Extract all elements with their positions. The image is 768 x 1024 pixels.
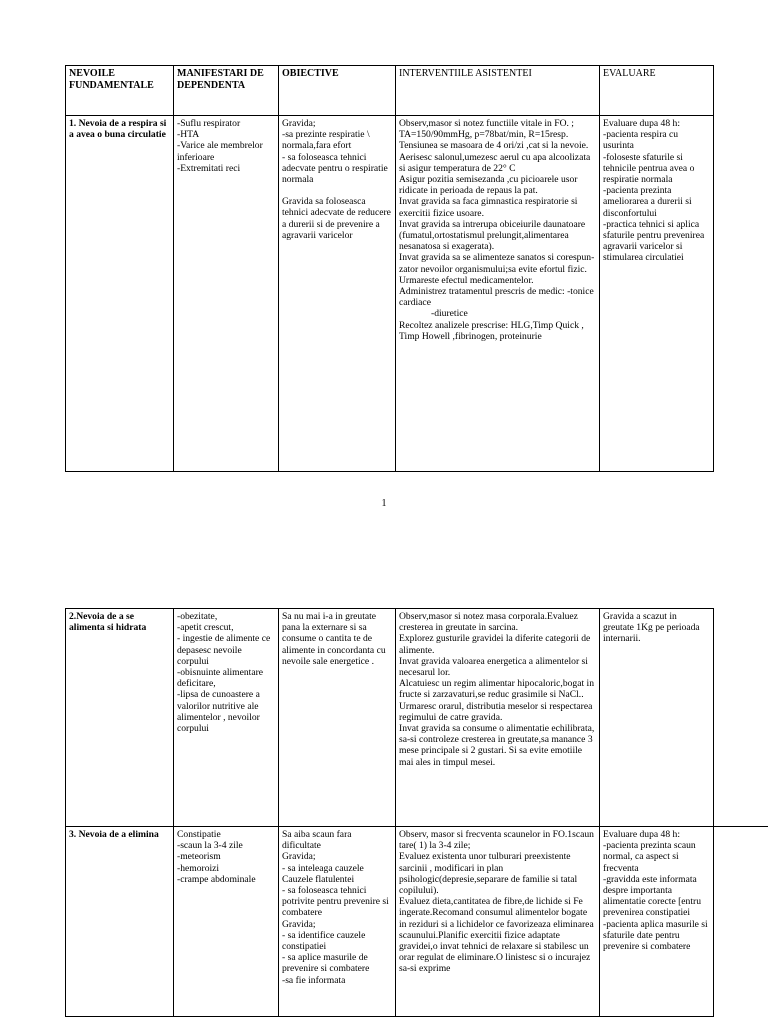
interventions-cell (396, 609, 600, 827)
list-item: Invat gravida sa consume o alimentatie echilibrata, sa-si controleze cresterea in greutate,sa manance 3 mese principale si 2 gustari. Si sa evite emotiile mai ales in timpul mesei. (399, 723, 595, 768)
list-item: Urmaresc orarul, distributia meselor si respectarea regimului de catre gravida. (399, 700, 593, 723)
care-plan-table-2 (65, 608, 714, 1017)
objectives-cell (279, 609, 396, 827)
header-needs: NEVOILE FUNDAMENTALE (66, 66, 174, 116)
list-item: -foloseste sfaturile si tehnicile pentrua avea o respiratie normala (603, 151, 695, 186)
list-item: Gravida; (282, 851, 316, 863)
list-item: Asigur pozitia semisezanda ,cu picioarele usor ridicate in perioada de repaus la pat. (399, 174, 578, 197)
list-item: Evaluare dupa 48 h: (603, 118, 680, 129)
list-item: Alcatuiesc un regim alimentar hipocaloric,bogat in fructe si zarzavaturi,se reduc grasimile si NaCl.. (399, 678, 595, 701)
list-item: Administrez tratamentul prescris de medic: -tonice cardiace (399, 286, 594, 309)
header-interventions: INTERVENTIILE ASISTENTEI (396, 66, 600, 116)
list-item: -pacienta aplica masurile si sfaturile date pentru prevenire si combatere (603, 918, 708, 953)
table-edge-line (713, 826, 768, 827)
care-plan-table-1 (65, 65, 714, 472)
list-item: -Varice ale membrelor inferioare (177, 140, 263, 163)
need-cell (66, 609, 174, 827)
list-item: -gravidda este informata despre importanta alimentatie corecte [entru prevenirea constipatiei (603, 873, 702, 919)
list-item: -Suflu respirator (177, 118, 241, 129)
interventions-cell (396, 827, 600, 1017)
list-item: Observ,masor si notez functiile vitale in FO. ; TA=150/90mmHg, p=78bat/min, R=15resp. (399, 118, 574, 141)
list-item: Evaluez existenta unor tulburari preexistente sarcinii , modificari in plan psihologic(depresie,separare de familie si tatal copilului). (399, 851, 578, 897)
list-item: Gravida sa foloseasca tehnici adecvate de reducere a durerii si de prevenire a agravarii varicelor (282, 196, 391, 241)
list-item: -hemoroizi (177, 862, 220, 874)
list-item: Tensiunea se masoara de 4 ori/zi ,cat si la nevoie. (399, 140, 589, 152)
list-item: - sa foloseasca tehnici adecvate pentru o respiratie normala (282, 151, 388, 186)
list-item: Observ, masor si frecventa scaunelor in FO.1scaun tare( 1) la 3-4 zile; (399, 829, 594, 852)
list-item: -sa prezinte respiratie \ normala,fara efort (282, 129, 370, 152)
list-item: Invat gravida valoarea energetica a alimentelor si necesarul lor. (399, 655, 588, 679)
list-item: -pacienta respira cu usurinta (603, 129, 679, 152)
list-item: Invat gravida sa se alimenteze sanatos si corespun-zator nevoilor organismului;sa evite efortul fizic. (399, 252, 595, 275)
list-item: -scaun la 3-4 zile (177, 840, 243, 852)
list-item: Evaluare dupa 48 h: (603, 829, 680, 840)
page-number: 1 (381, 498, 387, 509)
list-item: -sa fie informata (282, 974, 346, 986)
list-item: Gravida a scazut in greutate 1Kg pe perioada internarii. (603, 611, 700, 645)
list-item: - sa identifice cauzele constipatiei (282, 929, 366, 953)
header-objectives: OBIECTIVE (279, 66, 396, 116)
list-item: Invat gravida sa intrerupa obiceiurile daunatoare (fumatul,ortostatismul prelungit,alimentarea nesanatosa si exagerata). (399, 218, 586, 253)
list-item: Sa nu mai i-a in greutate pana la externare si sa consume o cantita te de alimente in concordanta cu nevoile sale energetice . (282, 611, 386, 667)
list-item: -apetit crescut, (177, 622, 234, 634)
list-item: -practica tehnici si aplica sfaturile pentru prevenirea agravarii varicelor si stimularea circulatiei (603, 218, 705, 264)
list-item: Evaluez dieta,cantitatea de fibre,de lichide si Fe ingerate.Recomand consumul alimentelor bogate in reziduri si a lichidelor ce favorizeaza eliminarea scaunului.Planific exercitii fizice adaptate gravidei,o invat tehnici de relaxare si stabilesc un orar regulat de eliminare.O linistesc si o incurajez sa-si exprime (399, 896, 594, 975)
need-text: 3. Nevoia de a elimina (69, 829, 159, 840)
list-item: -meteorism (177, 851, 221, 863)
header-manifestations: MANIFESTARI DE DEPENDENTA (174, 66, 279, 116)
list-item: -diuretice (431, 308, 468, 320)
list-item: Invat gravida sa faca gimnastica respiratorie si exercitii fizice usoare. (399, 196, 578, 219)
list-item: -obezitate, (177, 611, 218, 622)
need-text: 2.Nevoia de a se alimenta si hidrata (69, 611, 147, 634)
need-cell (66, 116, 174, 472)
list-item: - sa inteleaga cauzele Cauzele flatulentei (282, 862, 364, 885)
list-item: Urmareste efectul medicamentelor. (399, 274, 534, 286)
manifestations-cell (174, 116, 279, 472)
list-item: Gravida; (282, 918, 316, 930)
need-text: 1. Nevoia de a respira si a avea o buna circulatie (69, 118, 167, 141)
list-item: Explorez gusturile gravidei la diferite categorii de alimente. (399, 633, 591, 656)
manifestations-cell (174, 827, 279, 1017)
evaluation-cell (600, 827, 714, 1017)
list-item: Constipatie (177, 829, 221, 840)
list-item: Recoltez analizele prescrise: HLG,Timp Quick , Timp Howell ,fibrinogen, proteinurie (399, 319, 584, 342)
list-item: -Extremitati reci (177, 162, 241, 174)
spacer (282, 185, 392, 196)
evaluation-cell (600, 609, 714, 827)
list-item: Observ,masor si notez masa corporala.Evaluez cresterea in greutate in sarcina. (399, 611, 578, 634)
objectives-cell (279, 827, 396, 1017)
list-item: Gravida; (282, 118, 316, 129)
list-item: -crampe abdominale (177, 873, 256, 885)
list-item: -pacienta prezinta scaun normal, ca aspect si frecventa (603, 840, 696, 874)
need-cell (66, 827, 174, 1017)
list-item: -pacienta prezinta ameliorarea a durerii si disconfortului (603, 185, 692, 219)
manifestations-cell (174, 609, 279, 827)
list-item: -HTA (177, 129, 200, 141)
list-item: Sa aiba scaun fara dificultate (282, 829, 352, 852)
list-item: Aerisesc salonul,umezesc aerul cu apa alcoolizata si asigur temperatura de 22° C (399, 151, 591, 174)
list-item: -lipsa de cunoastere a valorilor nutritive ale alimentelor , nevoilor corpului (177, 689, 260, 735)
list-item: - sa aplice masurile de prevenire si combatere (282, 952, 370, 975)
objectives-cell (279, 116, 396, 472)
evaluation-cell (600, 116, 714, 472)
list-item: - sa foloseasca tehnici potrivite pentru prevenire si combatere (282, 885, 389, 919)
list-item: -obisnuinte alimentare deficitare, (177, 667, 264, 690)
header-evaluation: EVALUARE (600, 66, 714, 116)
list-item: - ingestie de alimente ce depasesc nevoile corpului (177, 633, 271, 667)
interventions-cell (396, 116, 600, 472)
